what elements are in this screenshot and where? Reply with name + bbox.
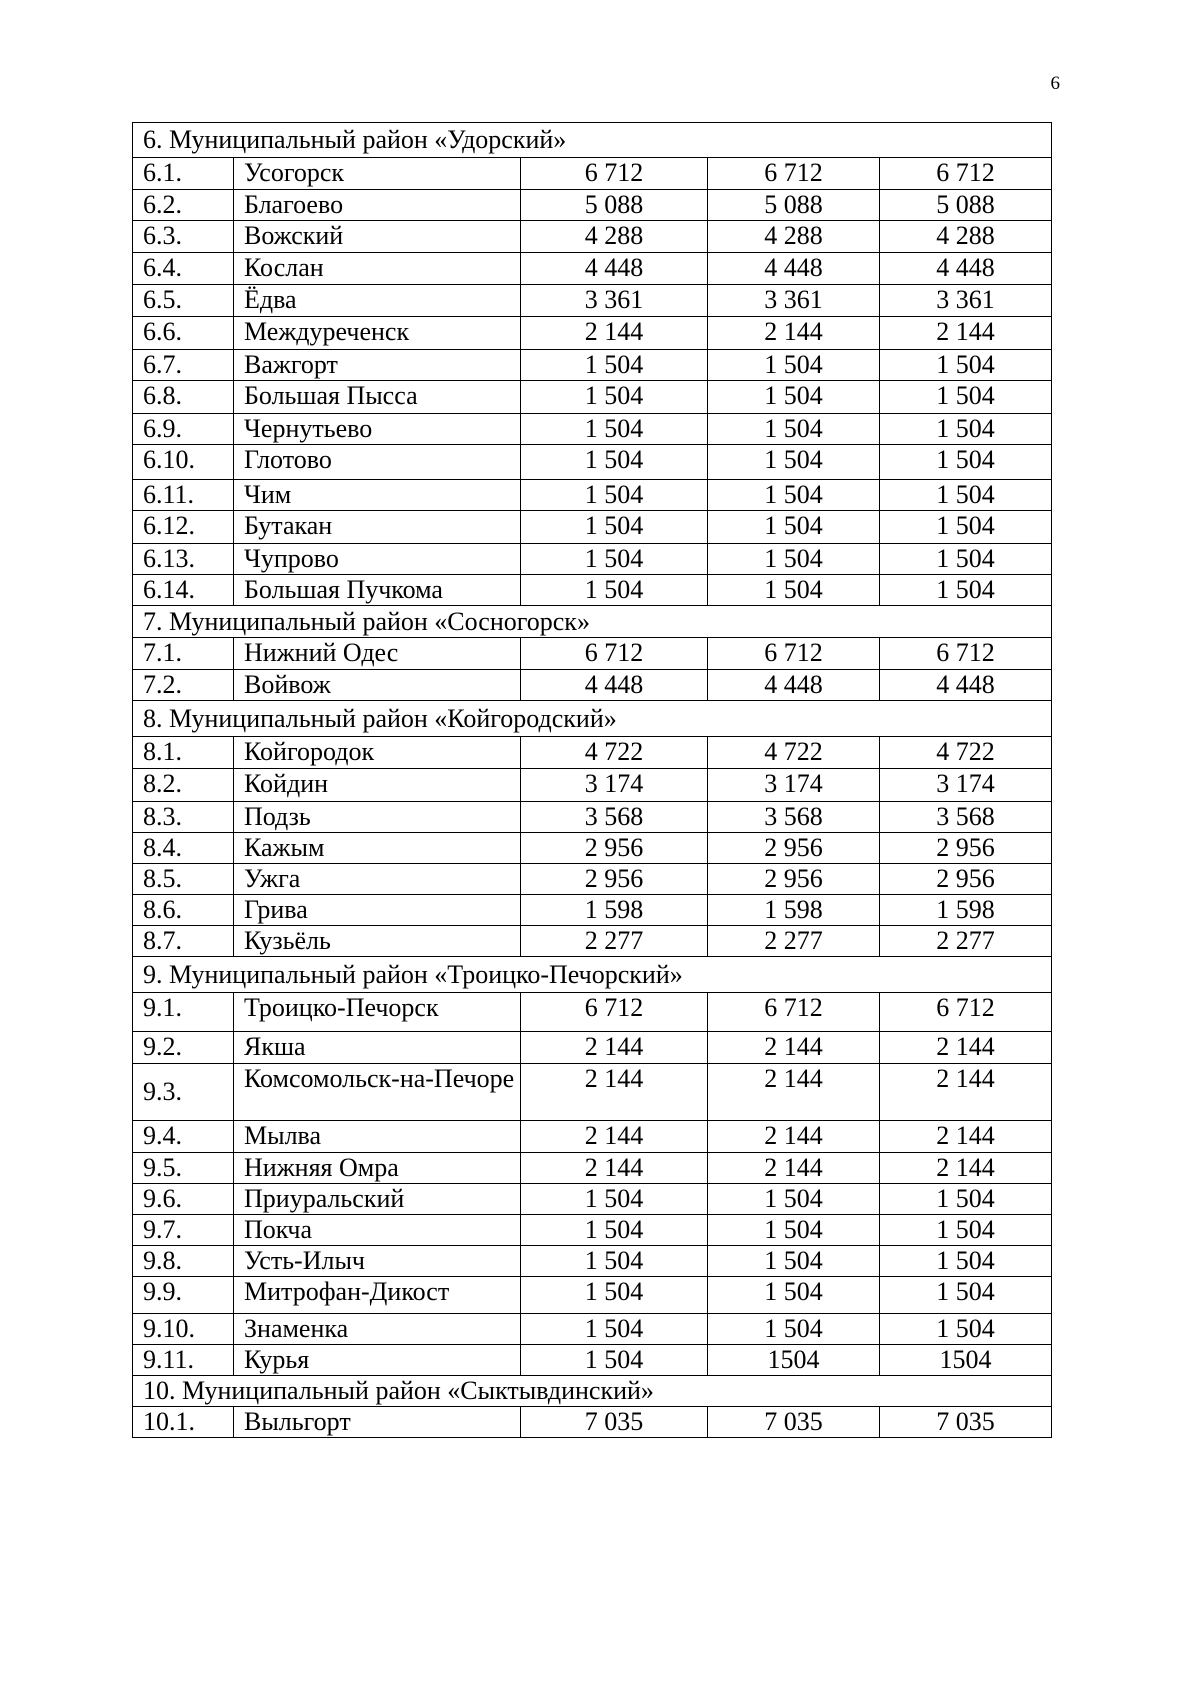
settlement-name: Ёдва — [234, 285, 521, 317]
value-col-1: 1 504 — [521, 511, 708, 544]
settlement-name: Чим — [234, 480, 521, 511]
value-col-3: 1 504 — [880, 350, 1052, 381]
row-number: 10.1. — [133, 1407, 234, 1438]
table-row — [133, 1314, 1052, 1345]
value-col-3: 4 288 — [880, 221, 1052, 253]
row-number: 6.11. — [133, 480, 234, 511]
section-header-row — [133, 957, 1052, 993]
value-col-3: 2 956 — [880, 864, 1052, 895]
table-row — [133, 1121, 1052, 1153]
row-number: 9.1. — [133, 993, 234, 1032]
table-row — [133, 511, 1052, 544]
row-number: 8.6. — [133, 895, 234, 926]
settlement-name: Чернутьево — [234, 414, 521, 445]
value-col-1: 1 504 — [521, 575, 708, 606]
value-col-2: 2 144 — [708, 1032, 880, 1064]
table-row — [133, 802, 1052, 833]
table-row — [133, 926, 1052, 957]
value-col-2: 3 174 — [708, 769, 880, 802]
value-col-2: 4 448 — [708, 253, 880, 285]
row-number: 8.7. — [133, 926, 234, 957]
settlement-name: Глотово — [234, 445, 521, 480]
settlement-name: Важгорт — [234, 350, 521, 381]
value-col-3: 6 712 — [880, 638, 1052, 670]
value-col-2: 1 504 — [708, 445, 880, 480]
value-col-1: 2 956 — [521, 864, 708, 895]
row-number: 6.7. — [133, 350, 234, 381]
value-col-2: 4 288 — [708, 221, 880, 253]
value-col-1: 2 144 — [521, 1032, 708, 1064]
value-col-2: 6 712 — [708, 993, 880, 1032]
value-col-2: 1 504 — [708, 1246, 880, 1277]
row-number: 6.1. — [133, 158, 234, 190]
settlement-name: Благоево — [234, 190, 521, 221]
value-col-2: 1 504 — [708, 544, 880, 575]
settlement-name: Войвож — [234, 670, 521, 701]
value-col-1: 2 277 — [521, 926, 708, 957]
settlement-name: Выльгорт — [234, 1407, 521, 1438]
value-col-3: 2 956 — [880, 833, 1052, 864]
row-number: 9.9. — [133, 1277, 234, 1314]
value-col-3: 1 504 — [880, 1184, 1052, 1215]
value-col-2: 3 568 — [708, 802, 880, 833]
value-col-1: 2 956 — [521, 833, 708, 864]
settlement-name: Кослан — [234, 253, 521, 285]
value-col-3: 3 361 — [880, 285, 1052, 317]
table-row — [133, 544, 1052, 575]
section-header-row — [133, 606, 1052, 638]
value-col-3: 1 504 — [880, 414, 1052, 445]
settlement-name: Большая Пучкома — [234, 575, 521, 606]
table-row — [133, 993, 1052, 1032]
section-title: 8. Муниципальный район «Койгородский» — [133, 701, 1052, 737]
settlement-name: Кузьёль — [234, 926, 521, 957]
value-col-3: 2 277 — [880, 926, 1052, 957]
row-number: 6.2. — [133, 190, 234, 221]
section-header-row — [133, 1376, 1052, 1407]
table-row — [133, 253, 1052, 285]
value-col-2: 1 504 — [708, 414, 880, 445]
table-row — [133, 221, 1052, 253]
table-row — [133, 445, 1052, 480]
row-number: 9.2. — [133, 1032, 234, 1064]
value-col-1: 5 088 — [521, 190, 708, 221]
value-col-1: 2 144 — [521, 1064, 708, 1121]
value-col-3: 6 712 — [880, 993, 1052, 1032]
settlement-name: Усть-Илыч — [234, 1246, 521, 1277]
value-col-1: 2 144 — [521, 1153, 708, 1184]
value-col-1: 1 504 — [521, 350, 708, 381]
row-number: 9.11. — [133, 1345, 234, 1376]
value-col-1: 3 361 — [521, 285, 708, 317]
value-col-2: 2 956 — [708, 833, 880, 864]
table-row — [133, 1407, 1052, 1438]
table-row — [133, 638, 1052, 670]
value-col-3: 1 504 — [880, 511, 1052, 544]
value-col-2: 2 144 — [708, 1121, 880, 1153]
value-col-2: 1 504 — [708, 1314, 880, 1345]
page-number: 6 — [1050, 73, 1060, 94]
value-col-3: 1 504 — [880, 1215, 1052, 1246]
settlement-name: Нижняя Омра — [234, 1153, 521, 1184]
settlement-name: Междуреченск — [234, 317, 521, 350]
row-number: 9.6. — [133, 1184, 234, 1215]
row-number: 8.2. — [133, 769, 234, 802]
value-col-3: 2 144 — [880, 1153, 1052, 1184]
value-col-1: 1 504 — [521, 480, 708, 511]
value-col-1: 1 504 — [521, 1215, 708, 1246]
value-col-1: 1 504 — [521, 1277, 708, 1314]
value-col-3: 1504 — [880, 1345, 1052, 1376]
row-number: 6.14. — [133, 575, 234, 606]
row-number: 8.4. — [133, 833, 234, 864]
section-title: 6. Муниципальный район «Удорский» — [133, 123, 1052, 158]
row-number: 6.12. — [133, 511, 234, 544]
table-row — [133, 1184, 1052, 1215]
row-number: 6.6. — [133, 317, 234, 350]
value-col-1: 1 504 — [521, 445, 708, 480]
value-col-3: 5 088 — [880, 190, 1052, 221]
value-col-3: 4 722 — [880, 737, 1052, 769]
value-col-3: 1 504 — [880, 1246, 1052, 1277]
table-row — [133, 1246, 1052, 1277]
table-body — [133, 123, 1052, 1438]
value-col-1: 1 504 — [521, 1314, 708, 1345]
value-col-3: 2 144 — [880, 317, 1052, 350]
value-col-2: 1 504 — [708, 575, 880, 606]
settlement-name: Курья — [234, 1345, 521, 1376]
table-row — [133, 317, 1052, 350]
value-col-1: 6 712 — [521, 158, 708, 190]
value-col-2: 2 144 — [708, 317, 880, 350]
value-col-2: 4 722 — [708, 737, 880, 769]
value-col-3: 1 504 — [880, 445, 1052, 480]
value-col-2: 2 144 — [708, 1064, 880, 1121]
value-col-1: 1 598 — [521, 895, 708, 926]
value-col-3: 1 504 — [880, 480, 1052, 511]
value-col-1: 2 144 — [521, 1121, 708, 1153]
value-col-3: 7 035 — [880, 1407, 1052, 1438]
value-col-3: 1 504 — [880, 1314, 1052, 1345]
value-col-3: 4 448 — [880, 670, 1052, 701]
table-row — [133, 1064, 1052, 1121]
value-col-3: 2 144 — [880, 1032, 1052, 1064]
settlement-name: Приуральский — [234, 1184, 521, 1215]
table-row — [133, 190, 1052, 221]
value-col-1: 1 504 — [521, 381, 708, 414]
table-row — [133, 1215, 1052, 1246]
value-col-3: 1 504 — [880, 381, 1052, 414]
settlement-name: Бутакан — [234, 511, 521, 544]
settlement-name: Кажым — [234, 833, 521, 864]
table-row — [133, 1153, 1052, 1184]
value-col-2: 5 088 — [708, 190, 880, 221]
section-title: 10. Муниципальный район «Сыктывдинский» — [133, 1376, 1052, 1407]
table-row — [133, 350, 1052, 381]
settlement-name: Грива — [234, 895, 521, 926]
settlement-name: Покча — [234, 1215, 521, 1246]
row-number: 8.1. — [133, 737, 234, 769]
table-row — [133, 285, 1052, 317]
section-title: 9. Муниципальный район «Троицко-Печорский» — [133, 957, 1052, 993]
row-number: 6.5. — [133, 285, 234, 317]
table-row — [133, 480, 1052, 511]
value-col-3: 6 712 — [880, 158, 1052, 190]
value-col-1: 4 448 — [521, 670, 708, 701]
section-title: 7. Муниципальный район «Сосногорск» — [133, 606, 1052, 638]
settlement-name: Комсомольск-на-Печоре — [234, 1064, 521, 1121]
value-col-3: 3 568 — [880, 802, 1052, 833]
row-number: 8.3. — [133, 802, 234, 833]
row-number: 9.10. — [133, 1314, 234, 1345]
settlement-name: Троицко-Печорск — [234, 993, 521, 1032]
value-col-2: 1 504 — [708, 511, 880, 544]
value-col-2: 1 504 — [708, 1277, 880, 1314]
value-col-2: 1504 — [708, 1345, 880, 1376]
row-number: 6.9. — [133, 414, 234, 445]
value-col-1: 4 722 — [521, 737, 708, 769]
table-row — [133, 833, 1052, 864]
row-number: 7.2. — [133, 670, 234, 701]
settlements-table — [132, 122, 1052, 1438]
value-col-2: 6 712 — [708, 158, 880, 190]
value-col-2: 1 504 — [708, 1184, 880, 1215]
value-col-1: 1 504 — [521, 1246, 708, 1277]
value-col-2: 1 504 — [708, 1215, 880, 1246]
value-col-1: 7 035 — [521, 1407, 708, 1438]
value-col-3: 1 504 — [880, 575, 1052, 606]
settlement-name: Чупрово — [234, 544, 521, 575]
row-number: 9.7. — [133, 1215, 234, 1246]
table-row — [133, 158, 1052, 190]
value-col-2: 6 712 — [708, 638, 880, 670]
table-row — [133, 895, 1052, 926]
value-col-3: 4 448 — [880, 253, 1052, 285]
value-col-1: 1 504 — [521, 1184, 708, 1215]
value-col-2: 2 277 — [708, 926, 880, 957]
value-col-1: 1 504 — [521, 414, 708, 445]
row-number: 9.4. — [133, 1121, 234, 1153]
settlement-name: Якша — [234, 1032, 521, 1064]
value-col-2: 4 448 — [708, 670, 880, 701]
settlement-name: Большая Пысса — [234, 381, 521, 414]
settlement-name: Койгородок — [234, 737, 521, 769]
row-number: 6.3. — [133, 221, 234, 253]
table-row — [133, 864, 1052, 895]
value-col-1: 3 568 — [521, 802, 708, 833]
value-col-2: 1 504 — [708, 381, 880, 414]
table-row — [133, 1345, 1052, 1376]
value-col-2: 1 598 — [708, 895, 880, 926]
value-col-3: 3 174 — [880, 769, 1052, 802]
row-number: 9.5. — [133, 1153, 234, 1184]
settlement-name: Нижний Одес — [234, 638, 521, 670]
settlement-name: Ужга — [234, 864, 521, 895]
row-number: 6.8. — [133, 381, 234, 414]
value-col-3: 1 598 — [880, 895, 1052, 926]
section-header-row — [133, 701, 1052, 737]
value-col-3: 2 144 — [880, 1064, 1052, 1121]
value-col-2: 1 504 — [708, 480, 880, 511]
value-col-1: 4 288 — [521, 221, 708, 253]
section-header-row — [133, 123, 1052, 158]
value-col-1: 3 174 — [521, 769, 708, 802]
row-number: 7.1. — [133, 638, 234, 670]
value-col-3: 1 504 — [880, 544, 1052, 575]
settlement-name: Мылва — [234, 1121, 521, 1153]
table-row — [133, 381, 1052, 414]
value-col-3: 1 504 — [880, 1277, 1052, 1314]
value-col-3: 2 144 — [880, 1121, 1052, 1153]
table-row — [133, 670, 1052, 701]
value-col-1: 1 504 — [521, 1345, 708, 1376]
row-number: 6.4. — [133, 253, 234, 285]
settlement-name: Подзь — [234, 802, 521, 833]
table-row — [133, 1277, 1052, 1314]
table-row — [133, 414, 1052, 445]
value-col-1: 2 144 — [521, 317, 708, 350]
row-number: 9.3. — [133, 1064, 234, 1121]
value-col-2: 7 035 — [708, 1407, 880, 1438]
table-row — [133, 575, 1052, 606]
settlement-name: Койдин — [234, 769, 521, 802]
value-col-1: 4 448 — [521, 253, 708, 285]
value-col-1: 6 712 — [521, 993, 708, 1032]
table-row — [133, 1032, 1052, 1064]
table-row — [133, 769, 1052, 802]
row-number: 6.13. — [133, 544, 234, 575]
row-number: 8.5. — [133, 864, 234, 895]
value-col-2: 2 144 — [708, 1153, 880, 1184]
value-col-2: 1 504 — [708, 350, 880, 381]
table-row — [133, 737, 1052, 769]
row-number: 9.8. — [133, 1246, 234, 1277]
settlement-name: Вожский — [234, 221, 521, 253]
value-col-2: 3 361 — [708, 285, 880, 317]
value-col-2: 2 956 — [708, 864, 880, 895]
settlement-name: Знаменка — [234, 1314, 521, 1345]
settlement-name: Усогорск — [234, 158, 521, 190]
settlement-name: Митрофан-Дикост — [234, 1277, 521, 1314]
row-number: 6.10. — [133, 445, 234, 480]
value-col-1: 1 504 — [521, 544, 708, 575]
value-col-1: 6 712 — [521, 638, 708, 670]
